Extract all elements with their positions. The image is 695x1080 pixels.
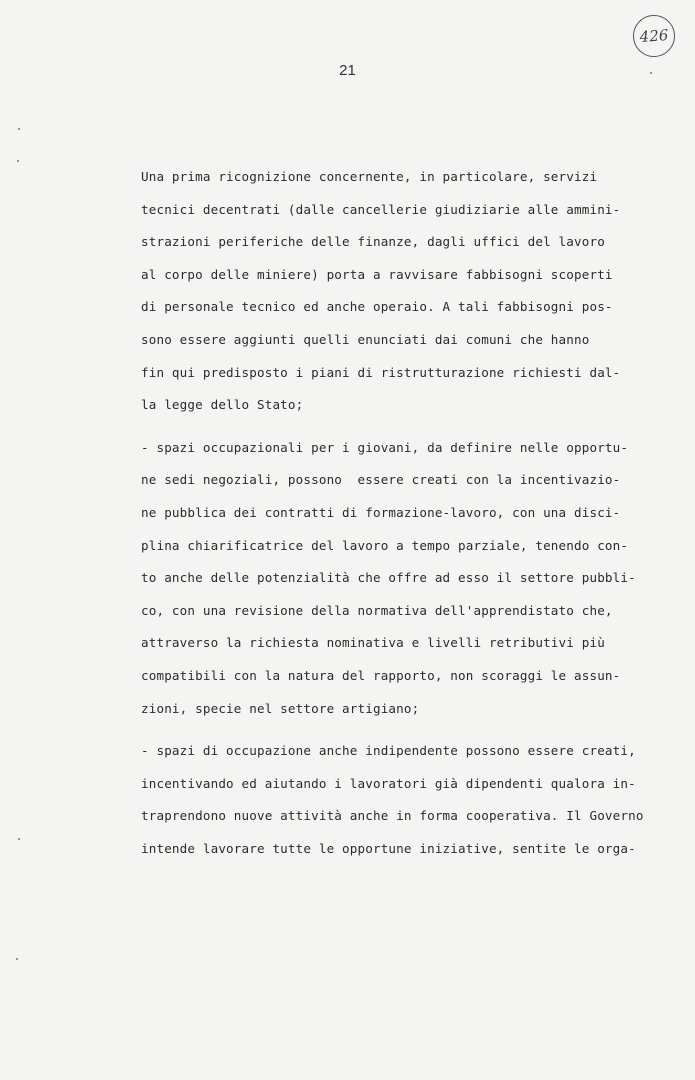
paragraph-gap [141, 422, 671, 432]
text-line: zioni, specie nel settore artigiano; [141, 700, 420, 716]
archive-stamp: 426 [632, 14, 677, 59]
text-line: traprendono nuove attività anche in forma cooperativa. Il Governo [141, 808, 644, 824]
scan-speck [18, 838, 20, 840]
paragraph [141, 735, 671, 865]
text-line: attraverso la richiesta nominativa e livelli retributivi più [141, 635, 605, 651]
paragraph [141, 432, 671, 725]
text-line: to anche delle potenzialità che offre ad esso il settore pubbli- [141, 570, 636, 586]
text-line: tecnici decentrati (dalle cancellerie giudiziarie alle ammini- [141, 201, 621, 217]
text-line: sono essere aggiunti quelli enunciati dai comuni che hanno [141, 331, 590, 347]
text-line: Una prima ricognizione concernente, in particolare, servizi [141, 169, 598, 184]
text-line: intende lavorare tutte le opportune iniziative, sentite le orga- [141, 840, 636, 856]
text-line: la legge dello Stato; [141, 397, 304, 413]
text-line: incentivando ed aiutando i lavoratori già dipendenti qualora in- [141, 775, 636, 791]
text-line: - spazi occupazionali per i giovani, da definire nelle opportu- [141, 439, 629, 455]
scan-speck [16, 958, 18, 960]
text-line: co, con una revisione della normativa dell'apprendistato che, [141, 602, 613, 618]
scan-speck [17, 160, 19, 162]
scan-speck [18, 128, 20, 130]
text-line: di personale tecnico ed anche operaio. A tali fabbisogni pos- [141, 299, 613, 315]
body-text [141, 161, 671, 865]
page-number: 21 [339, 62, 356, 79]
text-line: ne sedi negoziali, possono essere creati con la incentivazio- [141, 472, 621, 488]
text-line: al corpo delle miniere) porta a ravvisare fabbisogni scoperti [141, 266, 613, 282]
text-line: fin qui predisposto i piani di ristrutturazione richiesti dal- [141, 364, 621, 380]
text-line: - spazi di occupazione anche indipendente possono essere creati, [141, 743, 636, 759]
paragraph [141, 161, 671, 422]
text-line: compatibili con la natura del rapporto, non scoraggi le assun- [141, 667, 621, 683]
text-line: plina chiarificatrice del lavoro a tempo parziale, tenendo con- [141, 537, 629, 553]
paragraph-gap [141, 725, 671, 735]
text-line: strazioni periferiche delle finanze, dagli uffici del lavoro [141, 234, 605, 250]
scan-speck [650, 72, 652, 74]
text-line: ne pubblica dei contratti di formazione-lavoro, con una disci- [141, 504, 621, 520]
